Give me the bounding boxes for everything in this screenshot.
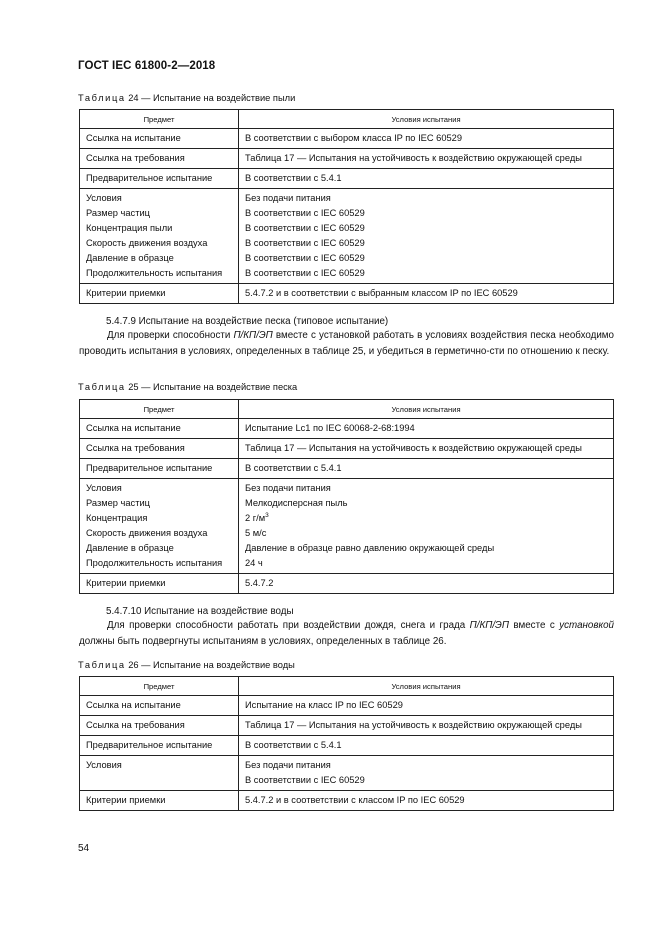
- subject-line: Скорость движения воздуха: [86, 528, 208, 538]
- condition-line: В соответствии с 5.4.1: [245, 173, 342, 183]
- column-header-conditions: Условия испытания: [239, 110, 614, 129]
- subject-line: Концентрация: [86, 513, 148, 523]
- condition-line: Без подачи питания: [245, 193, 331, 203]
- cell-subject: [80, 169, 239, 189]
- table-row: [80, 189, 614, 284]
- subject-line: Продолжительность испытания: [86, 268, 223, 278]
- table-row: [80, 736, 614, 756]
- cell-subject: [80, 459, 239, 479]
- condition-line: В соответствии с IEC 60529: [245, 775, 365, 785]
- condition-line: 24 ч: [245, 558, 263, 568]
- cell-conditions: [239, 189, 614, 284]
- cell-subject: [80, 284, 239, 304]
- cell-subject: [80, 736, 239, 756]
- condition-line: Таблица 17 — Испытания на устойчивость к воздействию окружающей среды: [245, 720, 582, 730]
- para-text: должны быть подвергнуты испытаниям в условиях, определенных в таблице 26.: [79, 635, 447, 647]
- subject-line: Размер частиц: [86, 498, 150, 508]
- table-25-caption: [78, 382, 297, 392]
- caption-text: 25 — Испытание на воздействие песка: [128, 382, 298, 392]
- cell-conditions: [239, 439, 614, 459]
- condition-line: В соответствии с IEC 60529: [245, 208, 365, 218]
- condition-line: В соответствии с IEC 60529: [245, 238, 365, 248]
- condition-line: Испытание Lc1 по IEC 60068-2-68:1994: [245, 423, 415, 433]
- page-number: 54: [78, 843, 90, 854]
- cell-subject: [80, 574, 239, 594]
- subject-line: Ссылка на испытание: [86, 700, 181, 710]
- condition-line: В соответствии с IEC 60529: [245, 253, 365, 263]
- subject-line: Ссылка на испытание: [86, 423, 181, 433]
- subject-line: Давление в образце: [86, 253, 174, 263]
- column-header-conditions: Условия испытания: [239, 400, 614, 419]
- table-row: [80, 169, 614, 189]
- condition-line: 5 м/с: [245, 528, 267, 538]
- para-italic: П/КП/ЭП: [469, 620, 509, 631]
- para-text: вместе с: [508, 620, 560, 631]
- section-heading-water: 5.4.7.10 Испытание на воздействие воды: [106, 606, 294, 617]
- subject-line: Предварительное испытание: [86, 463, 213, 473]
- cell-subject: [80, 756, 239, 791]
- table-row: [80, 479, 614, 574]
- cell-conditions: [239, 736, 614, 756]
- cell-subject: [80, 189, 239, 284]
- condition-line: В соответствии с 5.4.1: [245, 463, 342, 473]
- table-row: [80, 791, 614, 811]
- caption-text: 26 — Испытание на воздействие воды: [128, 660, 295, 670]
- table-25: [79, 399, 614, 594]
- cell-conditions: [239, 129, 614, 149]
- superscript: 3: [265, 511, 269, 519]
- table-row: [80, 574, 614, 594]
- condition-line: 5.4.7.2 и в соответствии с выбранным классом IP по IEC 60529: [245, 288, 518, 298]
- cell-subject: [80, 791, 239, 811]
- table-26: [79, 676, 614, 811]
- condition-line: 5.4.7.2 и в соответствии с классом IP по IEC 60529: [245, 795, 465, 805]
- subject-line: Ссылка на требования: [86, 153, 185, 163]
- subject-line: Ссылка на требования: [86, 720, 185, 730]
- cell-conditions: [239, 574, 614, 594]
- cell-subject: [80, 439, 239, 459]
- subject-line: Ссылка на испытание: [86, 133, 181, 143]
- condition-line: В соответствии с IEC 60529: [245, 268, 365, 278]
- subject-line: Давление в образце: [86, 543, 174, 553]
- paragraph-sand: [79, 328, 614, 359]
- cell-subject: [80, 479, 239, 574]
- condition-line: В соответствии с 5.4.1: [245, 740, 342, 750]
- subject-line: Условия: [86, 483, 122, 493]
- condition-line: Без подачи питания: [245, 760, 331, 770]
- para-text: вместе с установкой работать в условиях воздействия песка необходимо проводить испытания в условиях, определенных в таблице 25, и убедиться в герметично-сти по отношению к песку.: [79, 330, 614, 357]
- caption-prefix: Таблица: [78, 660, 126, 670]
- table-24: [79, 109, 614, 304]
- column-header-subject: Предмет: [80, 677, 239, 696]
- table-row: [80, 716, 614, 736]
- column-header-subject: Предмет: [80, 110, 239, 129]
- condition-line: Мелкодисперсная пыль: [245, 498, 348, 508]
- cell-conditions: [239, 696, 614, 716]
- cell-conditions: [239, 791, 614, 811]
- cell-conditions: [239, 756, 614, 791]
- table-24-caption: [78, 93, 295, 103]
- table-row: [80, 149, 614, 169]
- condition-line: Испытание на класс IP по IEC 60529: [245, 700, 403, 710]
- condition-line: 5.4.7.2: [245, 578, 274, 588]
- subject-line: Критерии приемки: [86, 288, 166, 298]
- cell-conditions: [239, 716, 614, 736]
- para-text: Для проверки способности: [107, 330, 234, 341]
- cell-subject: [80, 716, 239, 736]
- table-row: [80, 756, 614, 791]
- subject-line: Концентрация пыли: [86, 223, 173, 233]
- condition-line: Таблица 17 — Испытания на устойчивость к воздействию окружающей среды: [245, 443, 582, 453]
- table-row: [80, 129, 614, 149]
- column-header-subject: Предмет: [80, 400, 239, 419]
- cell-subject: [80, 419, 239, 439]
- table-row: [80, 419, 614, 439]
- caption-text: 24 — Испытание на воздействие пыли: [128, 93, 296, 103]
- paragraph-water: [79, 618, 614, 649]
- cell-subject: [80, 696, 239, 716]
- caption-prefix: Таблица: [78, 382, 126, 392]
- cell-conditions: [239, 149, 614, 169]
- subject-line: Ссылка на требования: [86, 443, 185, 453]
- para-italic: установкой: [559, 620, 614, 631]
- column-header-conditions: Условия испытания: [239, 677, 614, 696]
- condition-line: В соответствии с IEC 60529: [245, 223, 365, 233]
- document-header: ГОСТ IEC 61800-2—2018: [78, 60, 216, 72]
- subject-line: Предварительное испытание: [86, 740, 213, 750]
- condition-line: 2 $г/м^3$: [245, 511, 269, 523]
- caption-prefix: Таблица: [78, 93, 126, 103]
- table-row: [80, 459, 614, 479]
- cell-conditions: [239, 479, 614, 574]
- subject-line: Критерии приемки: [86, 578, 166, 588]
- condition-line: Давление в образце равно давлению окружающей среды: [245, 543, 495, 553]
- cell-conditions: [239, 169, 614, 189]
- cell-subject: [80, 149, 239, 169]
- subject-line: Условия: [86, 760, 122, 770]
- para-text: Для проверки способности работать при воздействии дождя, снега и града: [107, 620, 470, 631]
- table-row: [80, 696, 614, 716]
- table-26-caption: [78, 660, 295, 670]
- condition-line: Таблица 17 — Испытания на устойчивость к воздействию окружающей среды: [245, 153, 582, 163]
- section-heading-sand: 5.4.7.9 Испытание на воздействие песка (типовое испытание): [106, 316, 389, 327]
- cell-conditions: [239, 419, 614, 439]
- subject-line: Продолжительность испытания: [86, 558, 223, 568]
- condition-line: Без подачи питания: [245, 483, 331, 493]
- para-italic: П/КП/ЭП: [233, 330, 273, 341]
- subject-line: [86, 773, 232, 788]
- subject-line: Размер частиц: [86, 208, 150, 218]
- condition-line: В соответствии с выбором класса IP по IEC 60529: [245, 133, 462, 143]
- cell-subject: [80, 129, 239, 149]
- cell-conditions: [239, 284, 614, 304]
- table-row: [80, 439, 614, 459]
- subject-line: Предварительное испытание: [86, 173, 213, 183]
- subject-line: Условия: [86, 193, 122, 203]
- cell-conditions: [239, 459, 614, 479]
- table-row: [80, 284, 614, 304]
- subject-line: Скорость движения воздуха: [86, 238, 208, 248]
- subject-line: Критерии приемки: [86, 795, 166, 805]
